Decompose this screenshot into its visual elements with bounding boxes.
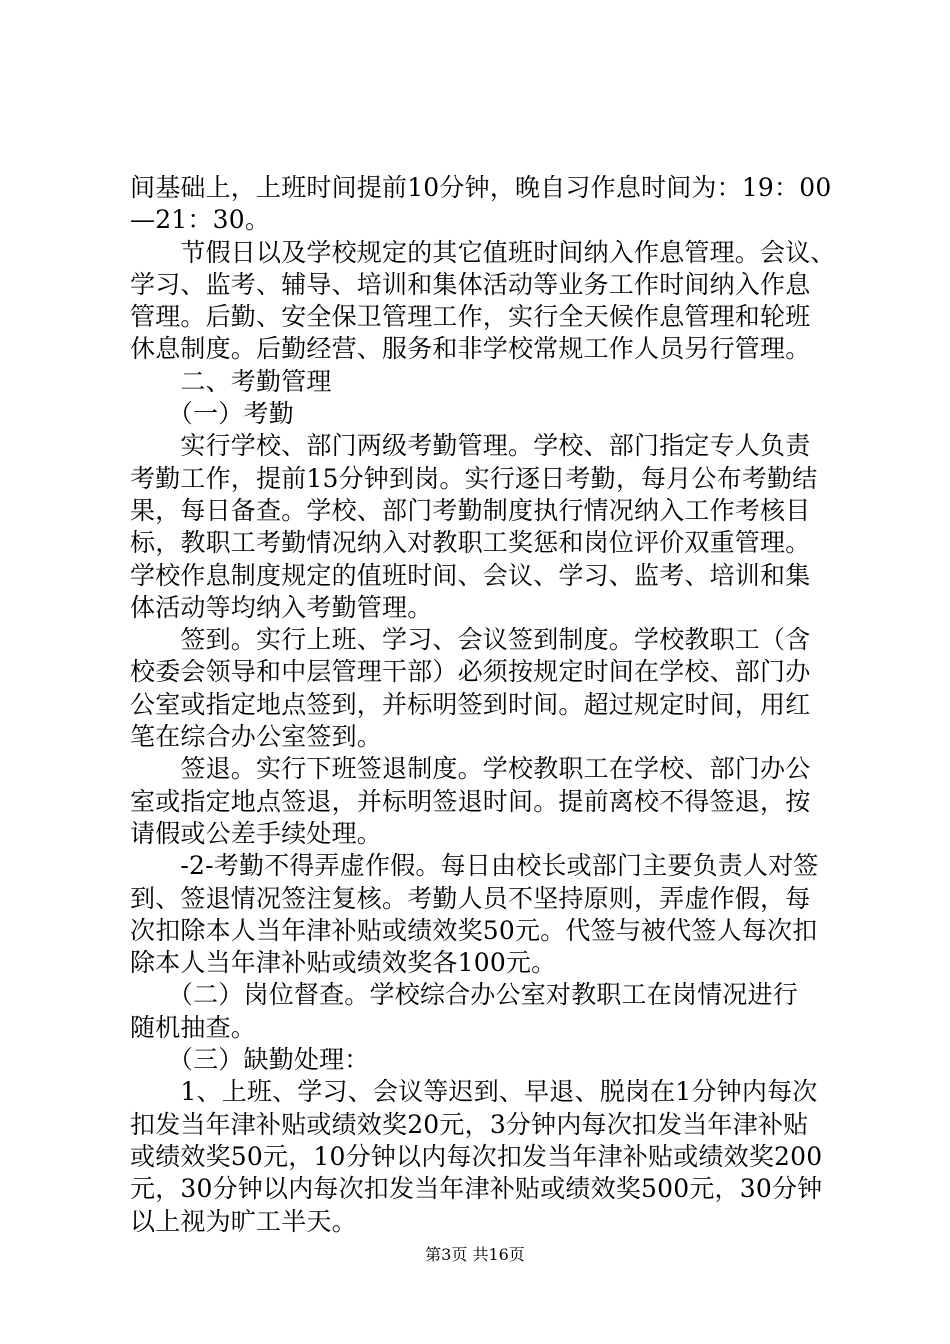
- text-line: 考勤工作，提前15分钟到岗。实行逐日考勤，每月公布考勤结: [130, 463, 818, 493]
- text-line: （三）缺勤处理：: [130, 1045, 370, 1075]
- text-line: 以上视为旷工半天。: [130, 1206, 357, 1236]
- text-line: 或绩效奖50元，10分钟以内每次扣发当年津补贴或绩效奖200: [130, 1141, 823, 1171]
- text-line: 除本人当年津补贴或绩效奖各100元。: [130, 948, 557, 978]
- text-line: 果，每日备查。学校、部门考勤制度执行情况纳入工作考核目: [130, 495, 811, 525]
- text-line: 签到。实行上班、学习、会议签到制度。学校教职工（含: [130, 625, 811, 655]
- text-line: 休息制度。后勤经营、服务和非学校常规工作人员另行管理。: [130, 334, 811, 364]
- text-line: 二、考勤管理: [130, 366, 332, 396]
- text-line: 校委会领导和中层管理干部）必须按规定时间在学校、部门办: [130, 657, 811, 687]
- page-footer: 第3页 共16页: [425, 1245, 525, 1264]
- text-line: 笔在综合办公室签到。: [130, 722, 383, 752]
- text-line: （二）岗位督查。学校综合办公室对教职工在岗情况进行: [130, 980, 798, 1010]
- text-line: 学校作息制度规定的值班时间、会议、学习、监考、培训和集: [130, 560, 811, 590]
- text-line: 学习、监考、辅导、培训和集体活动等业务工作时间纳入作息: [130, 269, 811, 299]
- text-line: 元，30分钟以内每次扣发当年津补贴或绩效奖500元，30分钟: [130, 1174, 823, 1204]
- text-line: 管理。后勤、安全保卫管理工作，实行全天候作息管理和轮班: [130, 302, 811, 332]
- text-line: -2-考勤不得弄虚作假。每日由校长或部门主要负责人对签: [130, 851, 819, 881]
- text-line: 实行学校、部门两级考勤管理。学校、部门指定专人负责: [130, 431, 811, 461]
- text-line: 室或指定地点签退，并标明签退时间。提前离校不得签退，按: [130, 786, 811, 816]
- text-line: 请假或公差手续处理。: [130, 818, 383, 848]
- text-line: 次扣除本人当年津补贴或绩效奖50元。代签与被代签人每次扣: [130, 915, 818, 945]
- text-line: 扣发当年津补贴或绩效奖20元，3分钟内每次扣发当年津补贴: [130, 1109, 809, 1139]
- text-line: 间基础上，上班时间提前10分钟，晚自习作息时间为：19：00: [130, 173, 832, 202]
- text-line: 到、签退情况签注复核。考勤人员不坚持原则，弄虚作假，每: [130, 883, 811, 913]
- text-line: 节假日以及学校规定的其它值班时间纳入作息管理。会议、: [130, 237, 836, 267]
- text-line: （一）考勤: [130, 399, 294, 429]
- text-line: 签退。实行下班签退制度。学校教职工在学校、部门办公: [130, 754, 811, 784]
- document-body: [130, 172, 836, 1238]
- text-line: 标，教职工考勤情况纳入对教职工奖惩和岗位评价双重管理。: [130, 528, 811, 558]
- text-line: 体活动等均纳入考勤管理。: [130, 592, 433, 622]
- text-line: —21：30。: [130, 205, 271, 235]
- text-line: 1、上班、学习、会议等迟到、早退、脱岗在1分钟内每次: [130, 1077, 818, 1107]
- text-line: 公室或指定地点签到，并标明签到时间。超过规定时间，用红: [130, 689, 811, 719]
- text-line: 随机抽查。: [130, 1012, 257, 1042]
